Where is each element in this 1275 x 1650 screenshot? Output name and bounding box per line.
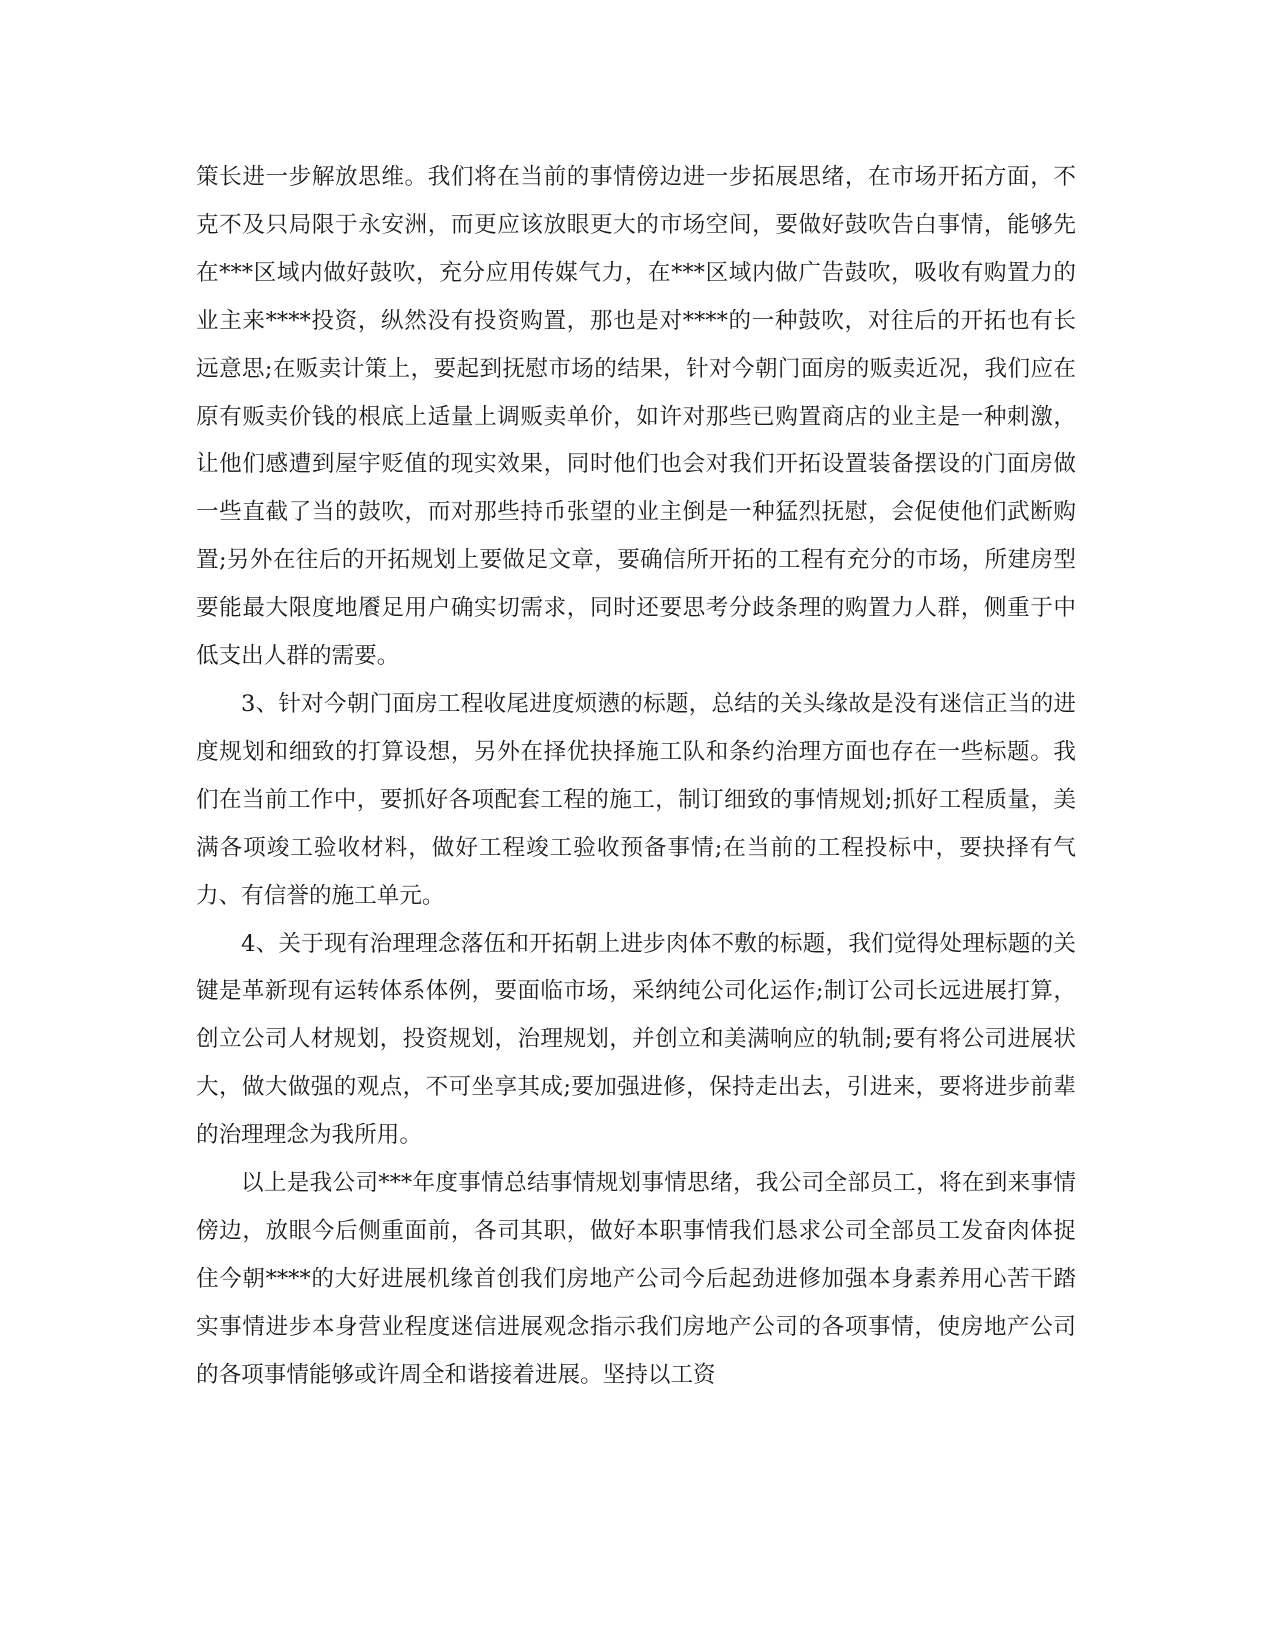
paragraph-1: 策长进一步解放思维。我们将在当前的事情傍边进一步拓展思绪，在市场开拓方面，不克不及只局限于永安洲，而更应该放眼更大的市场空间，要做好鼓吹告白事情，能够先在***区域内做好鼓吹，充分应用传媒气力，在***区域内做广告鼓吹，吸收有购置力的业主来****投资，纵然没有投资购置，那也是对****的一种鼓吹，对往后的开拓也有长远意思;在贩卖计策上，要起到抚慰市场的结果，针对今朝门面房的贩卖近况，我们应在原有贩卖价钱的根底上适量上调贩卖单价，如许对那些已购置商店的业主是一种刺激，让他们感遭到屋宇贬值的现实效果，同时他们也会对我们开拓设置装备摆设的门面房做一些直截了当的鼓吹，而对那些持币张望的业主倒是一种猛烈抚慰，会促使他们武断购置;另外在往后的开拓规划上要做足文章，要确信所开拓的工程有充分的市场，所建房型要能最大限度地餍足用户确实切需求，同时还要思考分歧条理的购置力人群，侧重于中低支出人群的需要。 xyxy=(196,164,1076,670)
paragraph-3: 4、关于现有治理理念落伍和开拓朝上进步肉体不敷的标题，我们觉得处理标题的关键是革新现有运转体系体例，要面临市场，采纳纯公司化运作;制订公司长远进展打算，创立公司人材规划，投资规划，治理规划，并创立和美满响应的轨制;要有将公司进展状大，做大做强的观点，不可坐享其成;要加强进修，保持走出去，引进来，要将进步前辈的治理理念为我所用。 xyxy=(196,930,1076,1149)
document-body xyxy=(196,154,1076,1400)
paragraph-4: 以上是我公司***年度事情总结事情规划事情思绪，我公司全部员工，将在到来事情傍边，放眼今后侧重面前，各司其职，做好本职事情我们恳求公司全部员工发奋肉体捉住今朝****的大好进展机缘首创我们房地产公司今后起劲进修加强本身素养用心苦干踏实事情进步本身营业程度迷信进展观念指示我们房地产公司的各项事情，使房地产公司的各项事情能够或许周全和谐接着进展。坚持以工资 xyxy=(196,1170,1076,1388)
paragraph-2: 3、针对今朝门面房工程收尾进度烦懑的标题，总结的关头缘故是没有迷信正当的进度规划和细致的打算设想，另外在择优抉择施工队和条约治理方面也存在一些标题。我们在当前工作中，要抓好各项配套工程的施工，制订细致的事情规划;抓好工程质量，美满各项竣工验收材料，做好工程竣工验收预备事情;在当前的工程投标中，要抉择有气力、有信誉的施工单元。 xyxy=(196,690,1076,909)
